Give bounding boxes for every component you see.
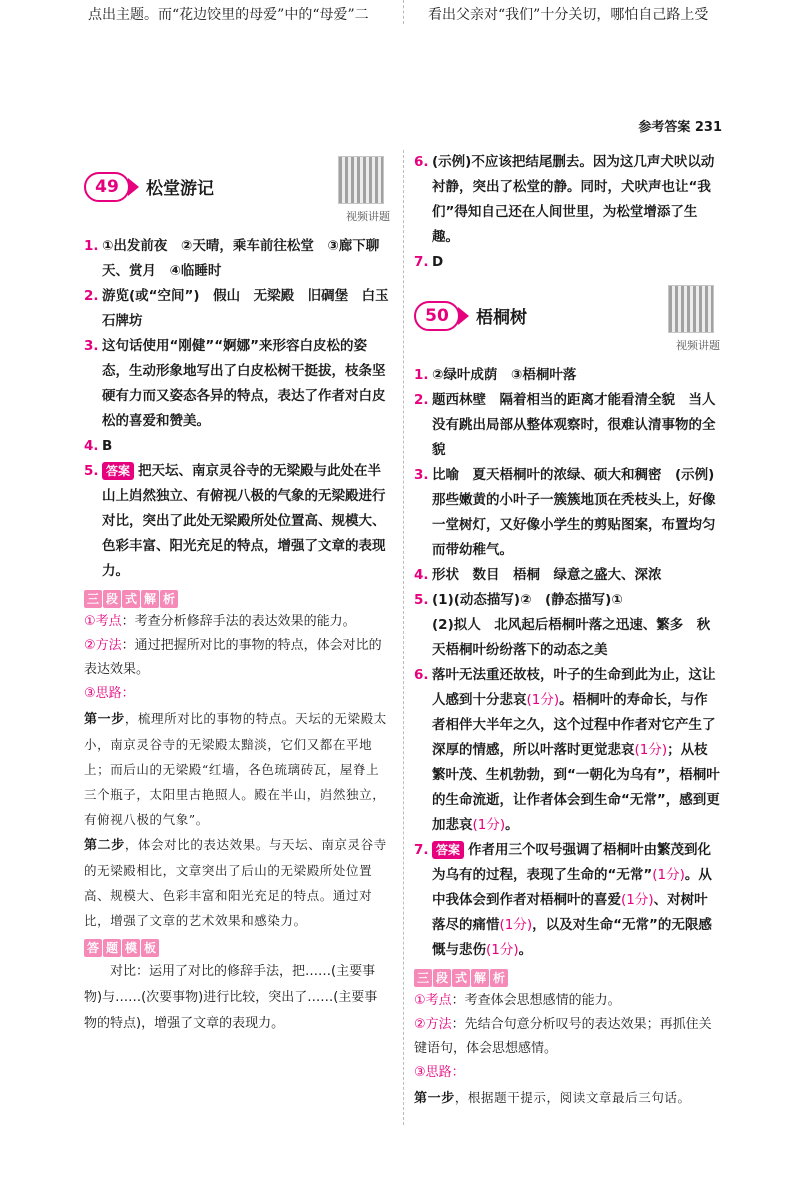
analysis-text: ：考查分析修辞手法的表达效果的能力。 [121,614,356,629]
answer-tag: 答案 [432,841,464,859]
analysis-label: ①考点 [414,993,452,1008]
score-mark: (1分) [652,867,685,883]
analysis-label: ③思路： [84,686,135,701]
answer-item [84,459,390,584]
qr-code-icon[interactable] [668,285,714,333]
tag-char: 段 [433,969,451,987]
section-title: 松堂游记 [146,179,214,199]
answer-item [414,588,720,663]
item-text: ；从枝繁叶茂、生机勃勃，到“一朝化为乌有”，梧桐叶的生命流逝，让作者体会到生命“无常”，感到更加悲哀 [432,742,720,833]
answer-item [414,150,720,250]
item-number: 3. [84,338,99,354]
analysis-label: ③思路： [414,1065,465,1080]
tag-char: 板 [141,939,159,957]
video-label[interactable]: 视频讲题 [676,339,720,352]
answer-item [414,363,720,388]
item-text: 。 [518,942,533,958]
section-header-49 [84,156,390,234]
step-text: ，体会对比的表达效果。与天坛、南京灵谷寺的无梁殿相比，文章突出了后山的无梁殿所处位置高、规模大、色彩丰富和阳光充足的特点。通过对比，增强了文章的艺术效果和感染力。 [84,837,387,928]
score-mark: (1分) [499,917,533,933]
item-text: 把天坛、南京灵谷寺的无梁殿与此处在半山上岿然独立、有俯视八极的气象的无梁殿进行对比，突出了此处无梁殿所处位置高、规模大、色彩丰富、阳光充足的特点，增强了文章的表现力。 [102,463,386,579]
item-text: 游览(或“空间”) 假山 无梁殿 旧碉堡 白玉石牌坊 [102,288,389,329]
answer-item [414,388,720,463]
step-one [414,1085,720,1111]
three-step-analysis-tag [414,967,509,987]
section-header-50 [414,285,720,363]
step-label: 第一步 [414,1091,455,1106]
tag-char: 答 [84,939,102,957]
analysis-label: ②方法 [414,1017,452,1032]
item-number: 6. [414,154,429,170]
item-text: (2)拟人 北风起后梧桐叶落之迅速、繁多 秋天梧桐叶纷纷落下的动态之美 [432,617,711,658]
analysis-text: ：通过把握所对比的事物的特点，体会对比的表达效果。 [84,638,382,677]
section-title: 梧桐树 [476,308,527,328]
answer-template-tag [84,937,160,957]
analysis-point [414,989,720,1013]
item-number: 3. [414,467,429,483]
item-number: 2. [414,392,429,408]
item-number: 1. [84,238,99,254]
item-text: B [102,438,113,454]
answer-item [84,284,390,334]
step-one [84,706,390,832]
analysis-thinking [414,1061,720,1085]
answer-item [414,563,720,588]
item-text: ，以及对生命“无常”的无限感慨与悲伤 [432,917,712,958]
answer-item [84,334,390,434]
item-text: 。梧桐叶的寿命长，与作者相伴大半年之久，这个过程中作者对它产生了深厚的情感，所以叶落时更觉悲哀 [432,692,716,758]
answer-item [414,663,720,838]
analysis-thinking [84,682,390,706]
section-badge: 50 [414,301,460,331]
item-number: 4. [84,438,99,454]
score-mark: (1分) [472,817,506,833]
analysis-text: ：先结合句意分析叹号的表达效果；再抓住关键语句，体会思想感情。 [414,1017,712,1056]
template-text: 对比：运用了对比的修辞手法，把……(主要事物)与……(次要事物)进行比较，突出了……(主要事物的特点)，增强了文章的表现力。 [84,964,378,1031]
item-text: 、对树叶落尽的痛惜 [432,892,708,933]
item-text: 比喻 夏天梧桐叶的浓绿、硕大和稠密 (示例)那些嫩黄的小叶子一簇簇地顶在秃枝头上，好像一堂树灯，又好像小学生的剪贴图案，布置均匀而带幼稚气。 [432,467,716,558]
item-number: 6. [414,667,429,683]
tag-char: 题 [103,939,121,957]
analysis-method [414,1013,720,1061]
step-label: 第一步 [84,712,125,727]
top-left-text: 点出主题。而“花边饺里的母爱”中的“母爱”二 [88,7,369,23]
item-number: 2. [84,288,99,304]
item-text: 题西林壁 隔着相当的距离才能看清全貌 当人没有跳出局部从整体观察时，很难认清事物的全貌 [432,392,716,458]
tag-char: 模 [122,939,140,957]
item-number: 5. [414,592,429,608]
item-text: (1)(动态描写)② (静态描写)① [432,592,623,608]
tag-char: 解 [471,969,489,987]
page-label: 参考答案 231 [638,120,722,135]
section-badge: 49 [84,172,130,202]
left-column [84,156,390,1037]
score-mark: (1分) [526,692,560,708]
item-text: D [432,254,444,270]
item-number: 7. [414,254,429,270]
score-mark: (1分) [621,892,654,908]
tag-char: 析 [490,969,508,987]
step-text: ，梳理所对比的事物的特点。天坛的无梁殿太小，南京灵谷寺的无梁殿太黯淡，它们又都在平地上；而后山的无梁殿“红墙，各色琉璃砖瓦，屋脊上三个瓶子，太阳里古艳照人。殿在半山，岿然独立，有俯视八极的气象”。 [84,711,387,827]
item-text: 。从中我体会到作者对梧桐叶的喜爱 [432,867,712,908]
item-text: ②绿叶成荫 ③梧桐叶落 [432,367,577,383]
item-text: ①出发前夜 ②天晴，乘车前往松堂 ③廊下聊天、赏月 ④临睡时 [102,238,380,279]
tag-char: 段 [103,590,121,608]
right-column [414,150,720,1111]
column-divider [403,150,404,1125]
item-number: 4. [414,567,429,583]
answer-item [84,234,390,284]
item-text: 这句话使用“刚健”“婀娜”来形容白皮松的姿态，生动形象地写出了白皮松树干挺拔，枝条坚硬有力而又姿态各异的特点，表达了作者对白皮松的喜爱和赞美。 [102,338,386,429]
item-text: 作者用三个叹号强调了梧桐叶由繁茂到化为乌有的过程，表现了生命的“无常” [432,842,712,883]
step-label: 第二步 [84,838,125,853]
tag-char: 解 [141,590,159,608]
step-two [84,832,390,933]
item-number: 7. [414,842,429,858]
answer-item [414,463,720,563]
item-text: 形状 数目 梧桐 绿意之盛大、深浓 [432,567,662,583]
tag-char: 析 [160,590,178,608]
top-right-text: 看出父亲对“我们”十分关切，哪怕自己路上受 [428,7,709,23]
top-divider [403,0,404,24]
item-number: 5. [84,463,99,479]
tag-char: 三 [84,590,102,608]
badge-arrow-icon [128,178,139,196]
analysis-point [84,610,390,634]
analysis-method [84,634,390,682]
qr-code-icon[interactable] [338,156,384,204]
score-mark: (1分) [486,942,519,958]
tag-char: 式 [452,969,470,987]
tag-char: 式 [122,590,140,608]
item-text: 。 [505,817,519,833]
answer-item [84,434,390,459]
analysis-label: ①考点 [84,614,122,629]
badge-arrow-icon [458,307,469,325]
three-step-analysis-tag [84,588,179,608]
item-number: 1. [414,367,429,383]
item-text: 落叶无法重还故枝，叶子的生命到此为止，这让人感到十分悲哀 [432,667,716,708]
answer-tag: 答案 [102,462,134,480]
top-strip [0,0,790,28]
tag-char: 三 [414,969,432,987]
step-text: ，根据题干提示，阅读文章最后三句话。 [454,1090,691,1105]
answer-item [414,250,720,275]
score-mark: (1分) [634,742,668,758]
video-label[interactable]: 视频讲题 [346,210,390,223]
answer-item [414,838,720,963]
analysis-text: ：考查体会思想感情的能力。 [451,993,621,1008]
item-text: (示例)不应该把结尾删去。因为这几声犬吠以动衬静，突出了松堂的静。同时，犬吠声也让“我们”得知自己还在人间世里，为松堂增添了生趣。 [432,154,715,245]
analysis-label: ②方法 [84,638,122,653]
